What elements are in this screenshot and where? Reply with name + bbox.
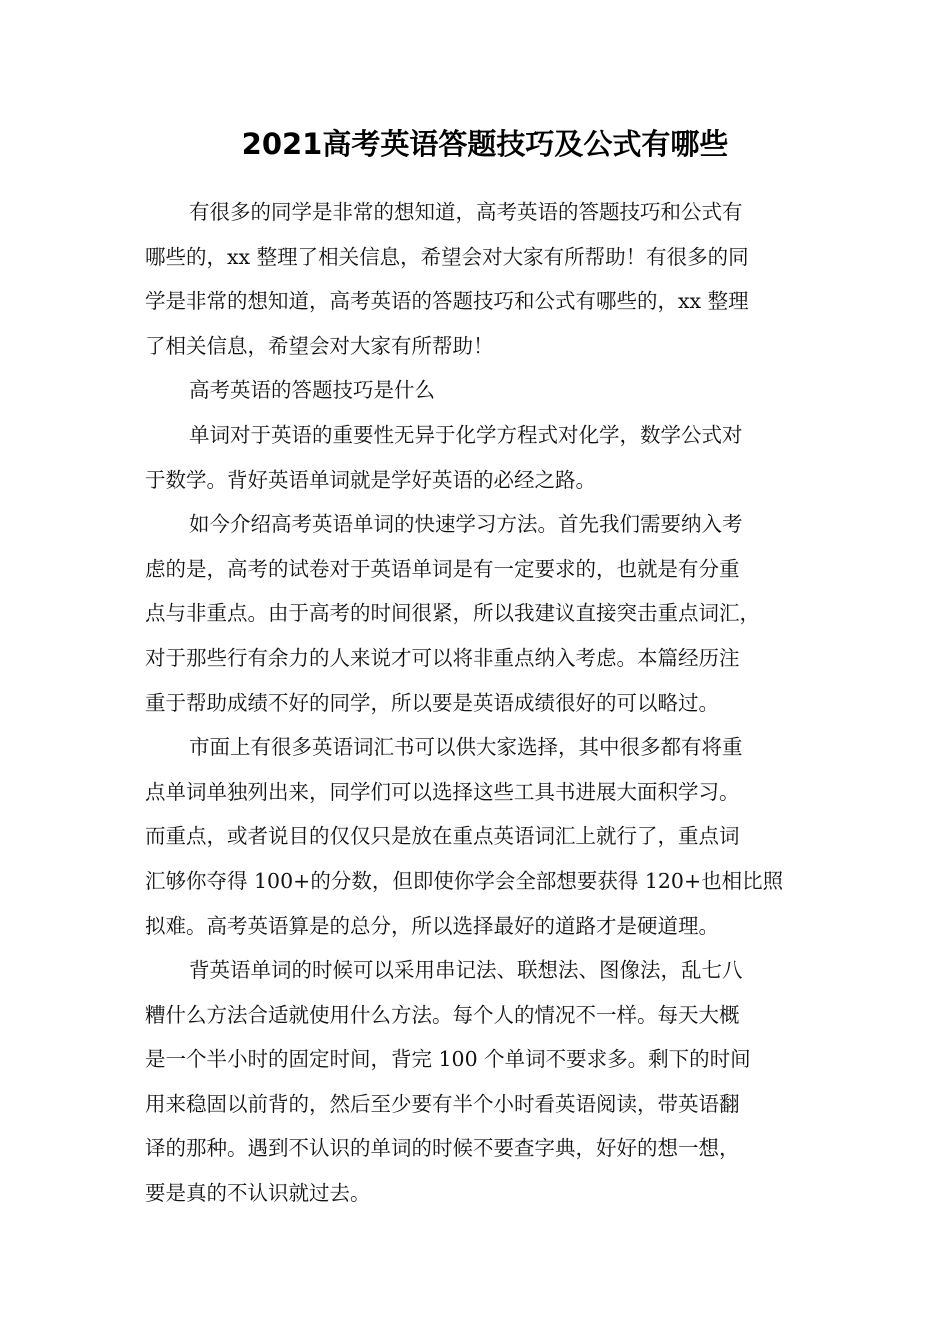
document-title: 2021高考英语答题技巧及公式有哪些: [241, 127, 729, 161]
text-line: 高考英语的答题技巧是什么: [189, 378, 435, 403]
paragraph-memorization: [145, 948, 817, 1216]
text-line: 用来稳固以前背的，然后至少要有半个小时看英语阅读，带英语翻: [145, 1091, 740, 1116]
text-line: 是一个半小时的固定时间，背完 100 个单词不要求多。剩下的时间: [145, 1047, 751, 1072]
text-line: 学是非常的想知道，高考英语的答题技巧和公式有哪些的，xx 整理: [145, 289, 749, 314]
text-line: 背英语单词的时候可以采用串记法、联想法、图像法，乱七八: [189, 958, 743, 983]
text-line: 有很多的同学是非常的想知道，高考英语的答题技巧和公式有: [189, 200, 743, 224]
text-line: 糟什么方法合适就使用什么方法。每个人的情况不一样。每天大概: [145, 1002, 740, 1027]
section-heading: [145, 368, 817, 413]
text-line: 译的那种。遇到不认识的单词的时候不要查字典，好好的想一想，: [145, 1136, 740, 1161]
document-body: [145, 190, 817, 1216]
text-line: 拟难。高考英语算是的总分，所以选择最好的道路才是硬道理。: [145, 913, 719, 938]
text-line: 而重点，或者说目的仅仅只是放在重点英语词汇上就行了，重点词: [145, 824, 740, 849]
text-line: 汇够你夺得 100+的分数，但即使你学会全部想要获得 120+也相比照: [145, 868, 784, 893]
text-line: 于数学。背好英语单词就是学好英语的必经之路。: [145, 467, 596, 492]
text-line: 重于帮助成绩不好的同学，所以要是英语成绩很好的可以略过。: [145, 690, 719, 715]
text-line: 了相关信息，希望会对大家有所帮助！: [145, 333, 494, 358]
paragraph-vocabulary-books: [145, 725, 817, 948]
text-line: 哪些的，xx 整理了相关信息，希望会对大家有所帮助！有很多的同: [145, 244, 749, 269]
paragraph-vocabulary-importance: [145, 413, 817, 502]
text-line: 虑的是，高考的试卷对于英语单词是有一定要求的，也就是有分重: [145, 556, 740, 581]
text-line: 市面上有很多英语词汇书可以供大家选择，其中很多都有将重: [189, 735, 743, 760]
text-line: 点单词单独列出来，同学们可以选择这些工具书进展大面积学习。: [145, 779, 740, 804]
paragraph-study-method: [145, 502, 817, 725]
text-line: 要是真的不认识就过去。: [145, 1181, 371, 1206]
text-line: 单词对于英语的重要性无异于化学方程式对化学，数学公式对: [189, 422, 743, 447]
text-line: 如今介绍高考英语单词的快速学习方法。首先我们需要纳入考: [189, 512, 743, 537]
text-line: 对于那些行有余力的人来说才可以将非重点纳入考虑。本篇经历注: [145, 645, 740, 670]
paragraph-intro: [145, 190, 817, 368]
text-line: 点与非重点。由于高考的时间很紧，所以我建议直接突击重点词汇，: [145, 601, 760, 626]
